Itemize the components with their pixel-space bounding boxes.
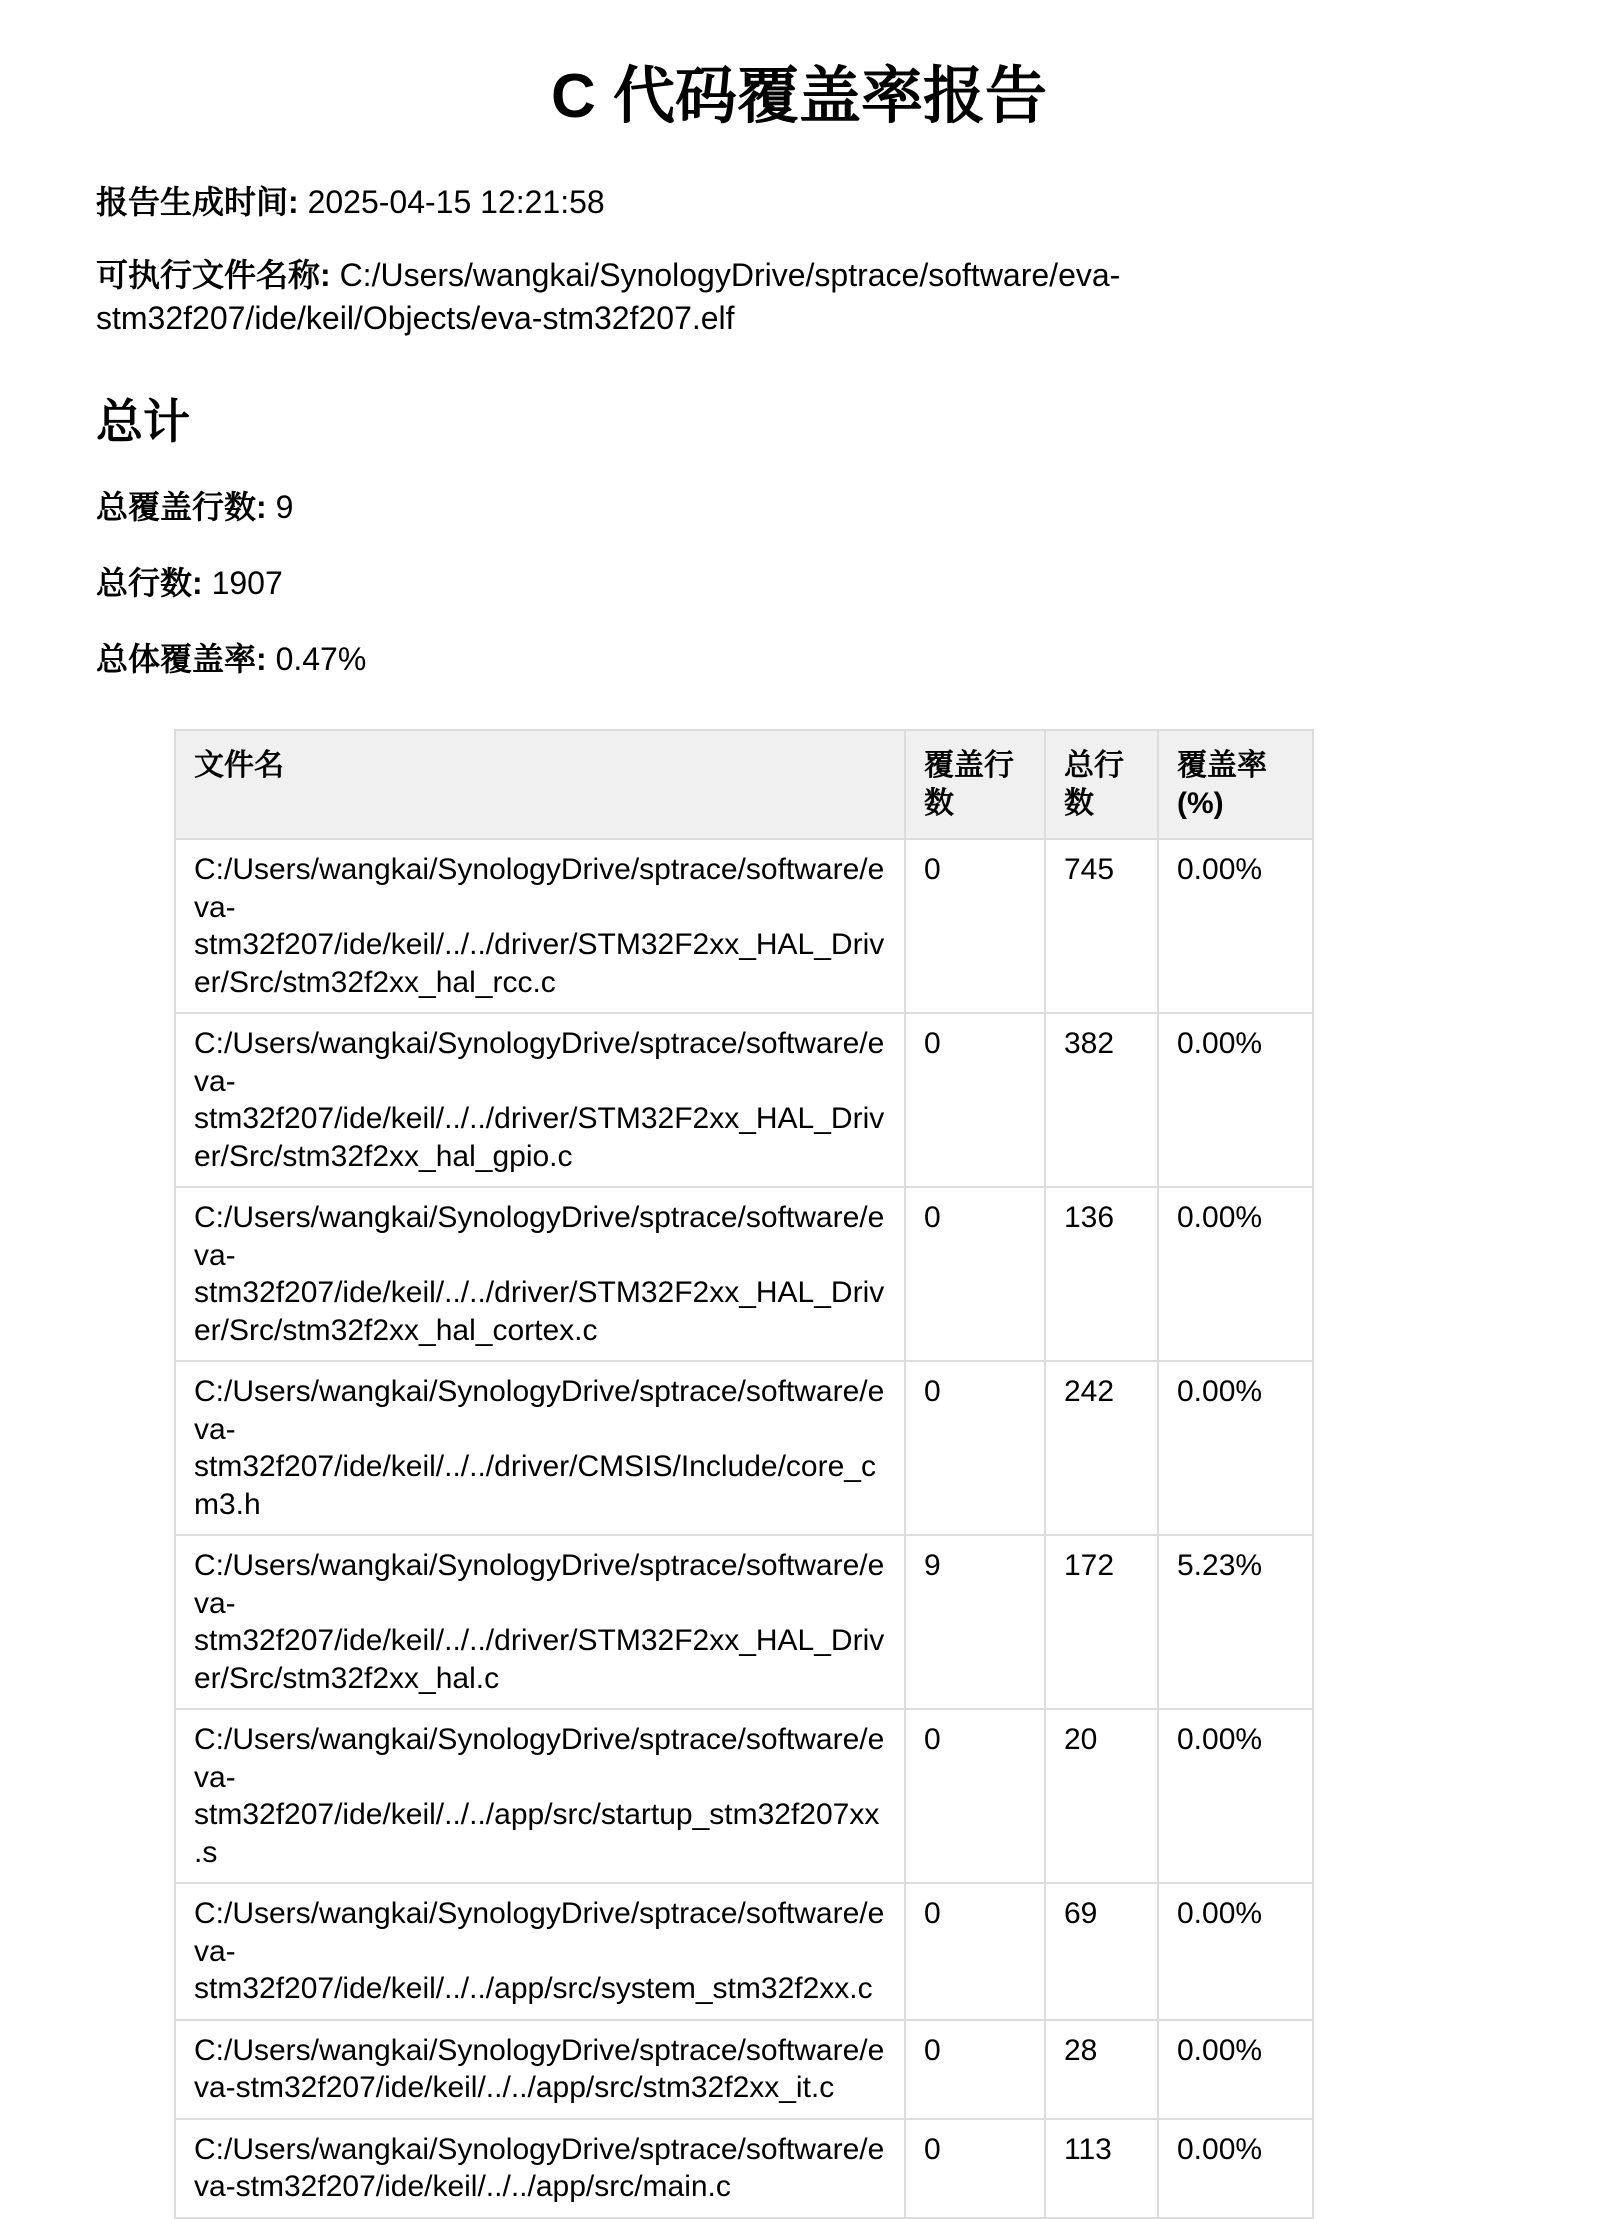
total-lines-value: 1907 — [211, 564, 283, 601]
total-lines-label: 总行数: — [96, 564, 203, 601]
total-cell: 745 — [1045, 839, 1158, 1013]
header-covered-lines: 覆盖行数 — [905, 730, 1045, 839]
file-cell: C:/Users/wangkai/SynologyDrive/sptrace/software/eva-stm32f207/ide/keil/../../driver/STM32F2xx_HAL_Driver/Src/stm32f2xx_hal_rcc.c — [175, 839, 905, 1013]
total-cell: 242 — [1045, 1361, 1158, 1535]
total-cell: 382 — [1045, 1013, 1158, 1187]
file-cell: C:/Users/wangkai/SynologyDrive/sptrace/software/eva-stm32f207/ide/keil/../../app/src/stm32f2xx_it.c — [175, 2020, 905, 2119]
rate-cell: 0.00% — [1158, 1187, 1313, 1361]
covered-lines-label: 总覆盖行数: — [96, 488, 267, 525]
rate-cell: 5.23% — [1158, 1535, 1313, 1709]
file-cell: C:/Users/wangkai/SynologyDrive/sptrace/software/eva-stm32f207/ide/keil/../../app/src/system_stm32f2xx.c — [175, 1883, 905, 2020]
covered-cell: 0 — [905, 2119, 1045, 2218]
coverage-table — [174, 729, 1314, 2219]
covered-cell: 0 — [905, 1013, 1045, 1187]
summary-heading: 总计 — [96, 394, 190, 448]
generated-time-label: 报告生成时间: — [96, 184, 299, 220]
generated-time-value: 2025-04-15 12:21:58 — [307, 184, 605, 220]
file-cell: C:/Users/wangkai/SynologyDrive/sptrace/software/eva-stm32f207/ide/keil/../../driver/STM32F2xx_HAL_Driver/Src/stm32f2xx_hal_cortex.c — [175, 1187, 905, 1361]
table-row — [175, 1535, 1313, 1709]
covered-lines-value: 9 — [275, 488, 294, 525]
table-row — [175, 1883, 1313, 2020]
file-cell: C:/Users/wangkai/SynologyDrive/sptrace/software/eva-stm32f207/ide/keil/../../driver/STM32F2xx_HAL_Driver/Src/stm32f2xx_hal_gpio.c — [175, 1013, 905, 1187]
file-cell: C:/Users/wangkai/SynologyDrive/sptrace/software/eva-stm32f207/ide/keil/../../app/src/startup_stm32f207xx.s — [175, 1709, 905, 1883]
header-total-lines: 总行数 — [1045, 730, 1158, 839]
table-header-row — [175, 730, 1313, 839]
executable-name-value: C:/Users/wangkai/SynologyDrive/sptrace/software/eva-stm32f207/ide/keil/Objects/eva-stm32f207.elf — [96, 257, 1121, 337]
meta-generated — [96, 181, 1502, 224]
covered-cell: 0 — [905, 1709, 1045, 1883]
table-row — [175, 1187, 1313, 1361]
covered-cell: 0 — [905, 839, 1045, 1013]
total-cell: 20 — [1045, 1709, 1158, 1883]
file-cell: C:/Users/wangkai/SynologyDrive/sptrace/software/eva-stm32f207/ide/keil/../../driver/STM32F2xx_HAL_Driver/Src/stm32f2xx_hal.c — [175, 1535, 905, 1709]
coverage-rate-value: 0.47% — [275, 640, 367, 677]
header-coverage-rate: 覆盖率 (%) — [1158, 730, 1313, 839]
table-row — [175, 2119, 1313, 2218]
header-file-name: 文件名 — [175, 730, 905, 839]
file-cell: C:/Users/wangkai/SynologyDrive/sptrace/software/eva-stm32f207/ide/keil/../../app/src/main.c — [175, 2119, 905, 2218]
table-row — [175, 1709, 1313, 1883]
table-row — [175, 1361, 1313, 1535]
total-cell: 172 — [1045, 1535, 1158, 1709]
table-row — [175, 839, 1313, 1013]
rate-cell: 0.00% — [1158, 1013, 1313, 1187]
coverage-table-body — [175, 839, 1313, 2218]
file-cell: C:/Users/wangkai/SynologyDrive/sptrace/software/eva-stm32f207/ide/keil/../../driver/CMSIS/Include/core_cm3.h — [175, 1361, 905, 1535]
covered-cell: 0 — [905, 2020, 1045, 2119]
rate-cell: 0.00% — [1158, 1361, 1313, 1535]
rate-cell: 0.00% — [1158, 2119, 1313, 2218]
rate-cell: 0.00% — [1158, 1709, 1313, 1883]
rate-cell: 0.00% — [1158, 2020, 1313, 2119]
summary-covered-lines — [96, 486, 1502, 529]
meta-executable — [96, 254, 1502, 340]
total-cell: 69 — [1045, 1883, 1158, 2020]
covered-cell: 0 — [905, 1187, 1045, 1361]
covered-cell: 9 — [905, 1535, 1045, 1709]
executable-name-label: 可执行文件名称: — [96, 257, 331, 294]
covered-cell: 0 — [905, 1361, 1045, 1535]
total-cell: 136 — [1045, 1187, 1158, 1361]
summary-total-lines — [96, 562, 1502, 605]
covered-cell: 0 — [905, 1883, 1045, 2020]
table-row — [175, 1013, 1313, 1187]
coverage-rate-label: 总体覆盖率: — [96, 640, 267, 677]
page-title: C 代码覆盖率报告 — [550, 62, 1047, 131]
rate-cell: 0.00% — [1158, 839, 1313, 1013]
rate-cell: 0.00% — [1158, 1883, 1313, 2020]
total-cell: 113 — [1045, 2119, 1158, 2218]
table-row — [175, 2020, 1313, 2119]
summary-coverage-rate — [96, 638, 1502, 681]
total-cell: 28 — [1045, 2020, 1158, 2119]
